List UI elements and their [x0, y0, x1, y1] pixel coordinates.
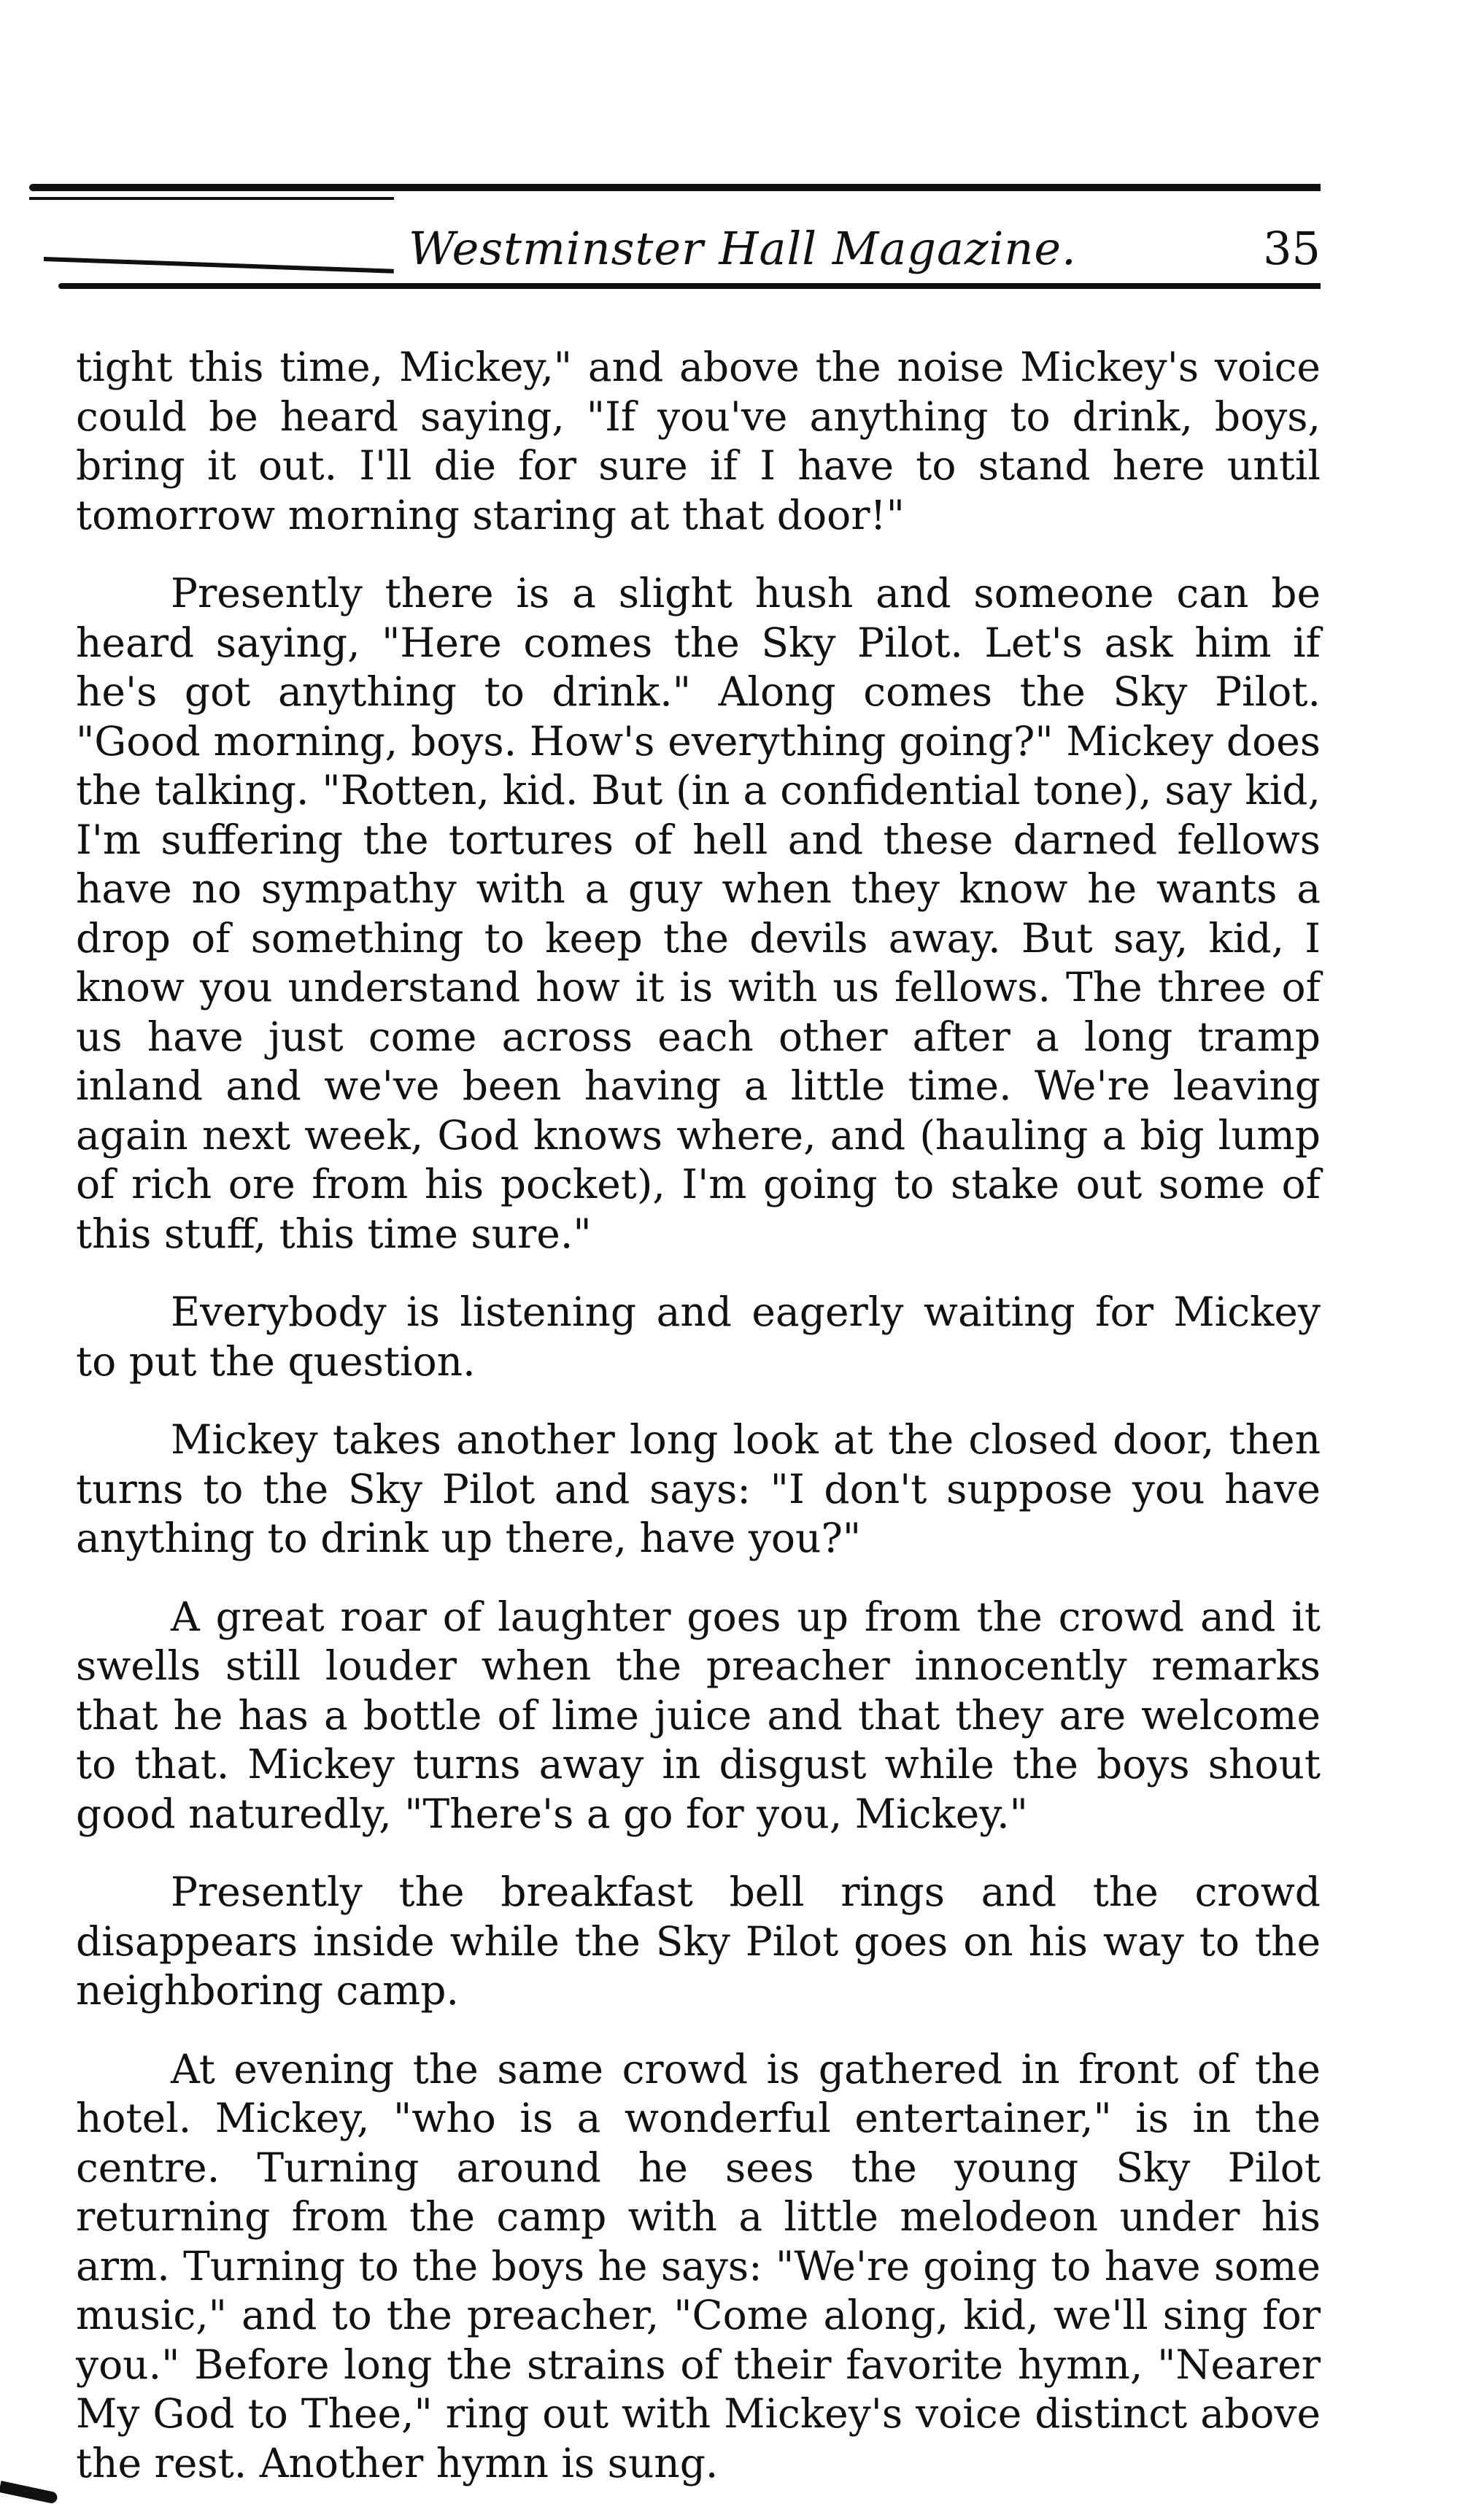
header-rule-bottom [58, 283, 1321, 289]
paragraph: At evening the same crowd is gathered in front of the hotel. Mickey, "who is a wonderful entertainer," is in the centre. Turning around he sees the young Sky Pilot returning from the camp with a little melodeon under his arm. Turning to the boys he says: "We're going to have some music," and to the preacher, "Come along, kid, we'll sing for you." Before long the strains of their favorite hymn, "Nearer My God to Thee," ring out with Mickey's voice distinct above the rest. Another hymn is sung. [76, 2045, 1321, 2486]
body-text [76, 343, 1321, 2488]
running-header [394, 216, 1321, 282]
paragraph: A great roar of laughter goes up from the crowd and it swells still louder when the preacher innocently remarks that he has a bottle of lime juice and that they are welcome to that. Mickey turns away in disgust while the boys shout good naturedly, "There's a go for you, Mickey." [76, 1593, 1321, 1837]
paragraph: Everybody is listening and eagerly waiting for Mickey to put the question. [76, 1288, 1321, 1385]
page-number: 35 [1263, 222, 1321, 275]
scan-edge-mark [0, 2481, 58, 2504]
running-title: Westminster Hall Magazine. [409, 222, 1077, 275]
paragraph: tight this time, Mickey," and above the noise Mickey's voice could be heard saying, "If you've anything to drink, boys, bring it out. I'll die for sure if I have to stand here until tomorrow morning staring at that door!" [76, 344, 1321, 538]
header-rule-top [29, 184, 1321, 191]
paragraph: Mickey takes another long look at the closed door, then turns to the Sky Pilot and says: "I don't suppose you have anything to drink up there, have you?" [76, 1416, 1321, 1561]
paragraph: Presently the breakfast bell rings and the crowd disappears inside while the Sky Pilot goes on his way to the neighboring camp. [76, 1869, 1321, 2014]
paragraph: Presently there is a slight hush and someone can be heard saying, "Here comes the Sky Pilot. Let's ask him if he's got anything to drink." Along comes the Sky Pilot. "Good morning, boys. How's everything going?" Mickey does the talking. "Rotten, kid. But (in a confidential tone), say kid, I'm suffering the tortures of hell and these darned fellows have no sympathy with a guy when they know he wants a drop of something to keep the devils away. But say, kid, I know you understand how it is with us fellows. The three of us have just come across each other after a long tramp inland and we've been having a little time. We're leaving again next week, God knows where, and (hauling a big lump of rich ore from his pocket), I'm going to stake out some of this stuff, this time sure." [76, 570, 1321, 1257]
header-rule-tail [44, 257, 394, 274]
header-rule-top-thin [29, 197, 394, 200]
